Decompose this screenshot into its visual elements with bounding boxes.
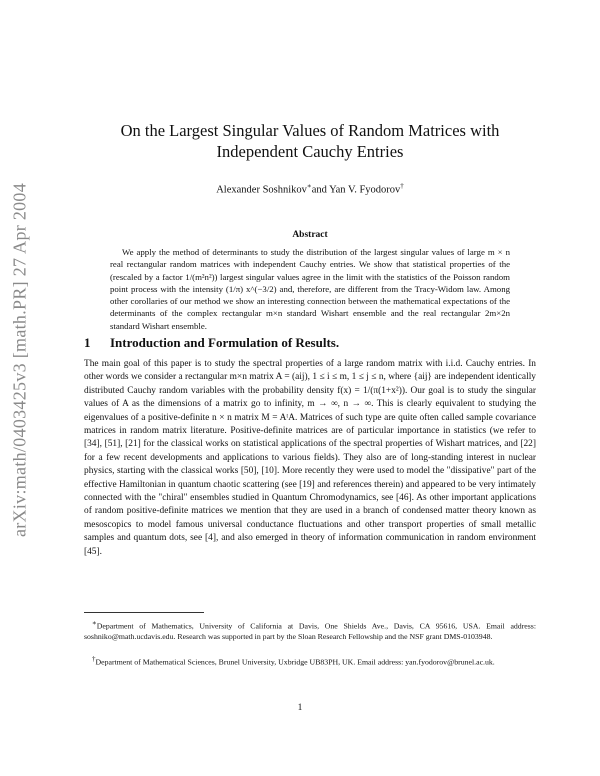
author-line xyxy=(60,182,560,196)
footnote-2-text: Department of Mathematical Sciences, Brunel University, Uxbridge UB83PH, UK. Email address: yan.fyodorov@brunel.ac.uk. xyxy=(95,657,495,667)
section-body-paragraph: The main goal of this paper is to study the spectral properties of a large random matrix with i.i.d. Cauchy entries. In other words we consider a rectangular m×n matrix A = (aij), 1 ≤ i ≤ m, 1 ≤ j ≤ n, where {aij} are independent identically distributed Cauchy random variables with the probability density f(x) = 1/(π(1+x²)). Our goal is to study the singular values of A as the dimensions of a matrix go to infinity, m → ∞, n → ∞. This is clearly equivalent to studying the eigenvalues of a positive-definite n × n matrix M = AᵗA. Matrices of such type are quite often called sample covariance matrices in random matrix literature. Positive-definite matrices are of particular importance in statistics (we refer to [34], [51], [21] for the classical works on statistical applications of the spectral properties of Wishart matrices, and [22] for a few recent developments and applications to various fields). They also are of long-standing interest in nuclear physics, starting with the classical works [50], [10]. More recently they were used to model the "dissipative" part of the effective Hamiltonian in quantum chaotic scattering (see [19] and references therein) and appeared to be very intimately connected with the "chiral" ensembles studied in Quantum Chromodynamics, see [46]. As other important applications of random positive-definite matrices we mention that they are used in a branch of condensed matter theory known as mesoscopics to model famous universal conductance fluctuations and other transport properties of small metallic samples and quantum dots, see [4], and also emerged in theory of information communication in random environment [45]. xyxy=(84,359,536,557)
section-number: 1 xyxy=(84,335,91,350)
footnote-divider xyxy=(84,612,204,613)
section-title: Introduction and Formulation of Results. xyxy=(110,335,340,350)
footnote-1-mark: ∗ xyxy=(92,619,97,627)
arxiv-sidebar-stamp xyxy=(0,150,40,570)
paper-title xyxy=(60,120,560,162)
abstract-text: We apply the method of determinants to study the distribution of the largest singular values of large m × n real rectangular random matrices with independent Cauchy entries. We show that statistical properties of the (rescaled by a factor 1/(m²n²)) largest singular values agree in the limit with the statistics of the Poisson random point process with the intensity (1/π) x^(−3/2) and, therefore, are different from the Tracy-Widom law. Among other corollaries of our method we show an interesting connection between the mathematical expectations of the determinants of the complex rectangular m×n standard Wishart ensemble and the real rectangular 2m×2n standard Wishart ensemble. xyxy=(110,247,510,331)
author-1: Alexander Soshnikov xyxy=(216,184,307,196)
footnote-1 xyxy=(84,618,536,642)
footnote-2-mark: † xyxy=(92,655,96,663)
title-line-1: On the Largest Singular Values of Random Matrices with xyxy=(120,121,500,140)
arxiv-identifier: arXiv:math/0403425v3 [math.PR] 27 Apr 2004 xyxy=(9,182,30,538)
footnote-2 xyxy=(84,654,536,668)
page-number: 1 xyxy=(297,703,303,713)
author-connector: and Yan V. Fyodorov xyxy=(311,184,401,196)
title-line-2: Independent Cauchy Entries xyxy=(216,142,404,161)
author-2-footnote-mark: † xyxy=(400,182,404,190)
section-heading xyxy=(84,335,339,351)
author-1-footnote-mark: ∗ xyxy=(306,182,312,190)
footnote-1-text: Department of Mathematics, University of California at Davis, One Shields Ave., Davis, CA 95616, USA. Email address: soshniko@math.ucdavis.edu. Research was supported in part by the Sloan Research Fellowship and the NSF grant DMS-0103948. xyxy=(84,621,536,641)
abstract-heading: Abstract xyxy=(292,230,328,240)
